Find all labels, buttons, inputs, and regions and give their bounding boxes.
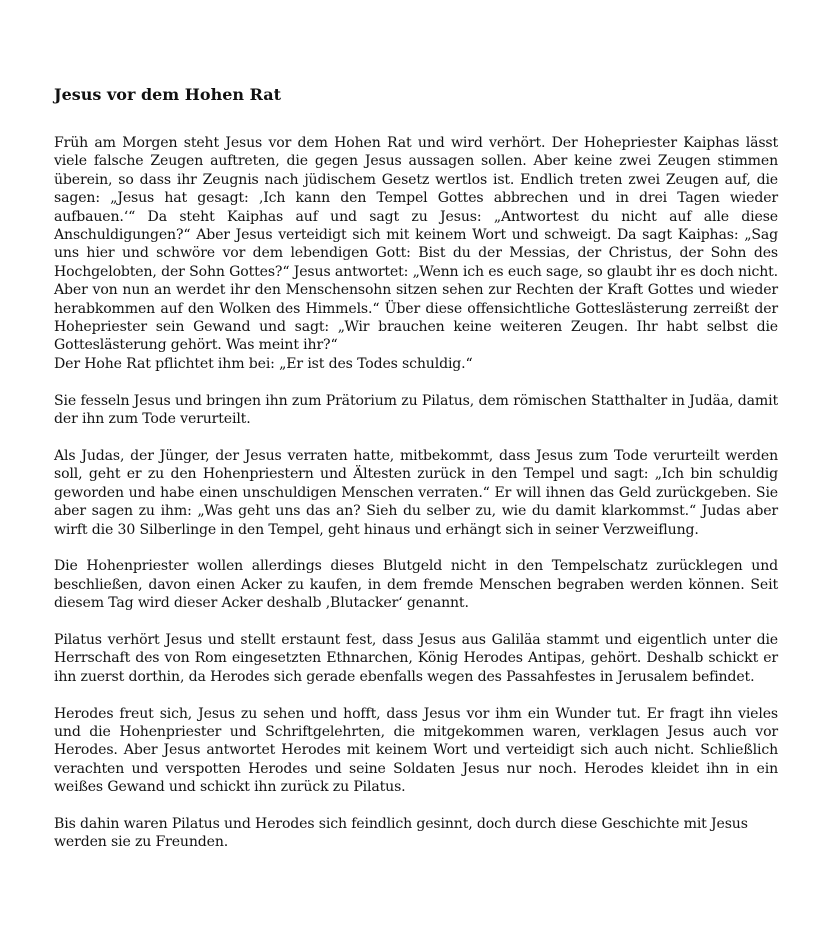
paragraph-freunde: Bis dahin waren Pilatus und Herodes sich feindlich gesinnt, doch durch diese Geschichte mit Jesus werden sie zu Freunden. — [54, 815, 748, 851]
paragraph-text: Früh am Morgen steht Jesus vor dem Hohen Rat und wird verhört. Der Hohepriester Kaiphas lässt viele falsche Zeugen auftreten, die gegen Jesus aussagen sollen. Aber keine zwei Zeugen stimmen überein, so dass ihr Zeugnis nach jüdischem Gesetz wertlos ist. Endlich treten zwei Zeugen auf, die sagen: „Jesus hat gesagt: ‚Ich kann den Tempel Gottes abbrechen und in drei Tagen wieder aufbauen.‘“ Da steht Kaiphas auf und sagt zu Jesus: „Antwortest du nicht auf alle diese Anschuldigungen?“ Aber Jesus verteidigt sich mit keinem Wort und schweigt. Da sagt Kaiphas: „Sag uns hier und schwöre vor dem lebendigen Gott: Bist du der Messias, der Christus, der Sohn des Hochgelobten, der Sohn Gottes?“ Jesus antwortet: „Wenn ich es euch sage, so glaubt ihr es doch nicht. Aber von nun an werdet ihr den Menschensohn sitzen sehen zur Rechten der Kraft Gottes und wieder herabkommen auf den Wolken des Himmels.“ Über diese offensichtliche Gotteslästerung zerreißt der Hohepriester sein Gewand und sagt: „Wir brauchen keine weiteren Zeugen. Ihr habt selbst die Gotteslästerung gehört. Was meint ihr?“ — [54, 135, 778, 354]
document-title: Jesus vor dem Hohen Rat — [54, 85, 282, 104]
paragraph-herodes: Herodes freut sich, Jesus zu sehen und hofft, dass Jesus vor ihm ein Wunder tut. Er fragt ihn vieles und die Hohenpriester und Schriftgelehrten, die mitgekommen waren, verklagen Jesus auch vor Herodes. Aber Jesus antwortet Herodes mit keinem Wort und verteidigt sich auch nicht. Schließlich verachten und verspotten Herodes und seine Soldaten Jesus nur noch. Herodes kleidet ihn in ein weißes Gewand und schickt ihn zurück zu Pilatus. — [54, 705, 778, 796]
document-page — [54, 84, 778, 870]
paragraph-judas: Als Judas, der Jünger, der Jesus verraten hatte, mitbekommt, dass Jesus zum Tode verurteilt werden soll, geht er zu den Hohenpriestern und Ältesten zurück in den Tempel und sagt: „Ich bin schuldig geworden und habe einen unschuldigen Menschen verraten.“ Er will ihnen das Geld zurückgeben. Sie aber sagen zu ihm: „Was geht uns das an? Sieh du selber zu, wie du damit klarkommst.“ Judas aber wirft die 30 Silberlinge in den Tempel, geht hinaus und erhängt sich in seiner Verzweiflung. — [54, 447, 778, 538]
paragraph-pilatus-praetorium: Sie fesseln Jesus und bringen ihn zum Prätorium zu Pilatus, dem römischen Statthalter in Judäa, damit der ihn zum Tode verurteilt. — [54, 392, 778, 428]
paragraph-hoher-rat — [54, 134, 778, 373]
paragraph-blutacker: Die Hohenpriester wollen allerdings dieses Blutgeld nicht in den Tempelschatz zurücklegen und beschließen, davon einen Acker zu kaufen, in dem fremde Menschen begraben werden können. Seit diesem Tag wird dieser Acker deshalb ‚Blutacker‘ genannt. — [54, 558, 778, 612]
paragraph-pilatus-verhoer: Pilatus verhört Jesus und stellt erstaunt fest, dass Jesus aus Galiläa stammt und eigentlich unter die Herrschaft des von Rom eingesetzten Ethnarchen, König Herodes Antipas, gehört. Deshalb schickt er ihn zuerst dorthin, da Herodes sich gerade ebenfalls wegen des Passahfestes in Jerusalem befindet. — [54, 631, 778, 685]
paragraph-last-line: Der Hohe Rat pflichtet ihm bei: „Er ist des Todes schuldig.“ — [54, 355, 473, 372]
